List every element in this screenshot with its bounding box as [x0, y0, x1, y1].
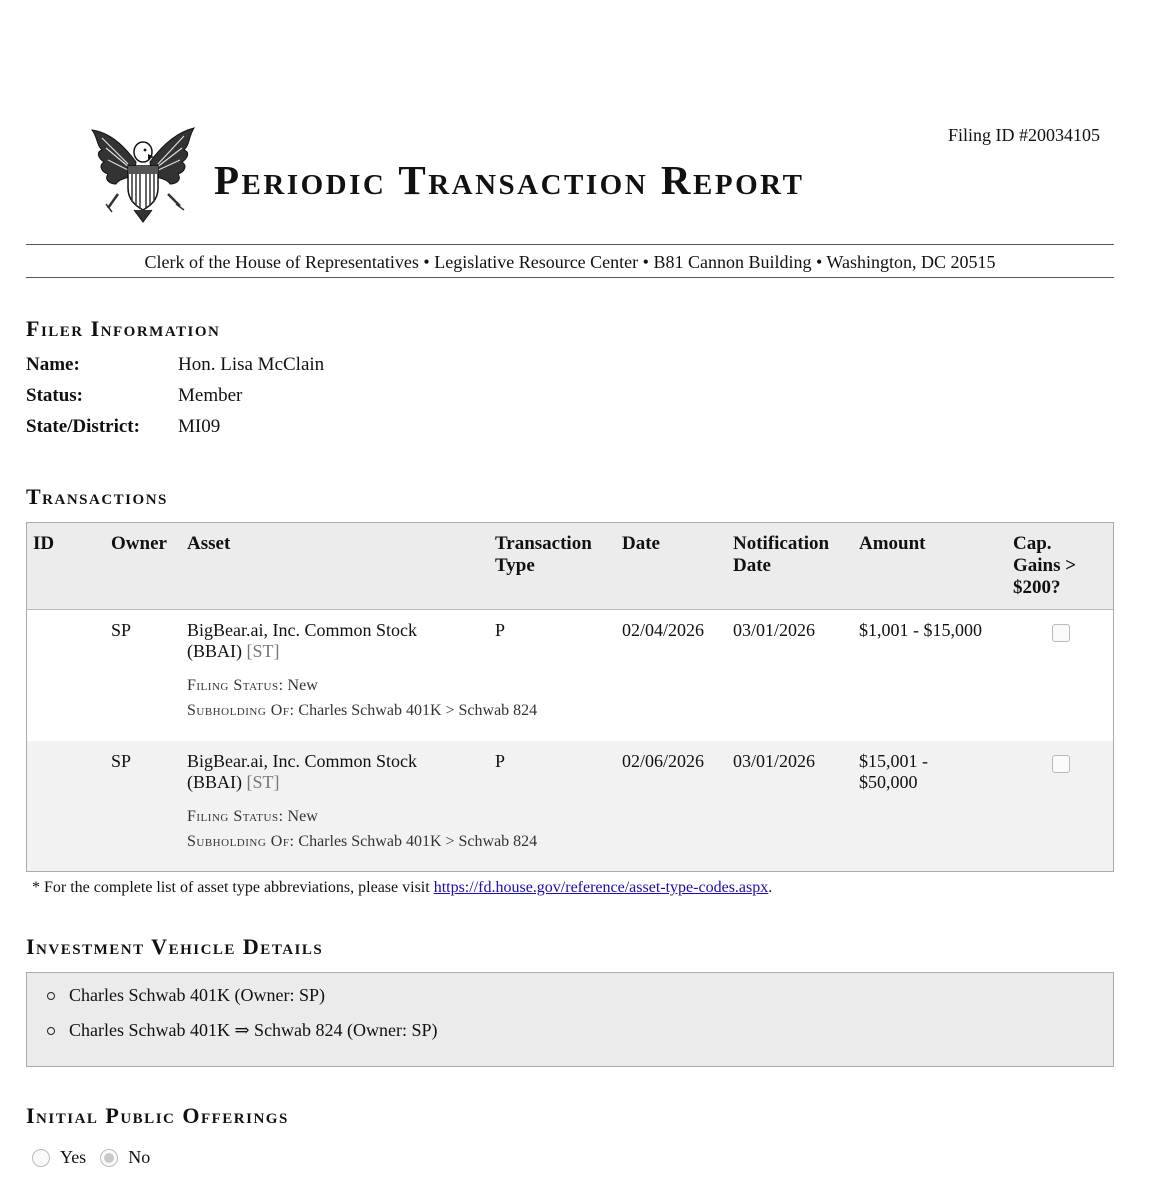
filing-status-value: New — [287, 808, 318, 825]
subholding-value: Charles Schwab 401K > Schwab 824 — [298, 833, 538, 850]
asset-name: BigBear.ai, Inc. Common Stock — [187, 751, 417, 771]
subholding — [187, 831, 538, 852]
filer-row-name — [26, 354, 324, 385]
filing-status — [187, 806, 487, 827]
filing-status — [187, 675, 487, 696]
filing-status-label: Filing Status: — [187, 677, 284, 694]
filing-status-value: New — [287, 677, 318, 694]
investment-vehicle-heading: Investment Vehicle Details — [26, 934, 324, 959]
filing-status-label: Filing Status: — [187, 808, 284, 825]
header-line: Gains > — [1013, 555, 1077, 576]
ipo-heading: Initial Public Offerings — [26, 1103, 289, 1128]
page-title: Periodic Transaction Report — [214, 157, 805, 203]
footnote-text: * For the complete list of asset type abbreviations, please visit — [32, 879, 430, 896]
ipo-radio-group — [32, 1147, 164, 1168]
amount-line: $15,001 - — [859, 751, 928, 771]
cell-date: 02/06/2026 — [622, 751, 705, 771]
list-item — [69, 985, 1113, 1020]
report-header — [26, 0, 1114, 272]
cell-notification-date: 03/01/2026 — [733, 620, 816, 640]
asset-type-footnote — [32, 879, 772, 897]
amount-line: $1,001 - $15,000 — [859, 620, 982, 640]
filer-label: State/District: — [26, 416, 140, 437]
column-header-notification-date — [733, 533, 829, 577]
filer-row-district — [26, 416, 324, 447]
cell-asset — [187, 620, 538, 721]
asset-type-codes-link[interactable]: https://fd.house.gov/reference/asset-type-codes.aspx — [433, 879, 769, 896]
table-row — [27, 741, 1113, 871]
column-header-date: Date — [622, 533, 660, 554]
asset-type-code: [ST] — [246, 772, 280, 792]
cell-transaction-type: P — [495, 751, 506, 771]
ipo-yes-label: Yes — [60, 1147, 87, 1167]
ipo-no-option[interactable] — [100, 1147, 150, 1168]
cell-owner: SP — [111, 751, 132, 771]
header-line: Cap. — [1013, 533, 1052, 554]
cell-amount — [859, 620, 982, 641]
subholding — [187, 700, 538, 721]
circle-bullet-icon — [47, 992, 55, 1000]
transactions-table — [26, 522, 1114, 872]
ipo-no-radio[interactable] — [100, 1149, 118, 1167]
column-header-amount: Amount — [859, 533, 926, 554]
asset-ticker: (BBAI) — [187, 641, 242, 661]
column-header-transaction-type — [495, 533, 592, 577]
asset-type-code: [ST] — [246, 641, 280, 661]
subholding-label: Subholding Of: — [187, 833, 295, 850]
vehicle-label: Charles Schwab 401K ⇒ Schwab 824 (Owner: SP) — [69, 1020, 438, 1040]
cell-date: 02/04/2026 — [622, 620, 705, 640]
column-header-id: ID — [33, 533, 55, 554]
report-page — [26, 0, 1114, 1167]
subholding-label: Subholding Of: — [187, 702, 295, 719]
filer-information-heading: Filer Information — [26, 316, 221, 341]
vehicle-label: Charles Schwab 401K (Owner: SP) — [69, 985, 325, 1005]
investment-vehicle-list — [26, 972, 1114, 1067]
filer-label: Status: — [26, 385, 84, 406]
header-line: Notification — [733, 533, 830, 554]
filer-value: Member — [178, 385, 243, 406]
header-line: Type — [495, 555, 535, 576]
clerk-address-bar: Clerk of the House of Representatives • Legislative Resource Center • B81 Cannon Building • Washington, DC 20515 — [26, 244, 1114, 278]
column-header-owner: Owner — [111, 533, 167, 554]
asset-name: BigBear.ai, Inc. Common Stock — [187, 620, 417, 640]
cell-notification-date: 03/01/2026 — [733, 751, 816, 771]
header-line: Date — [733, 555, 771, 576]
filer-row-status — [26, 385, 324, 416]
asset-ticker: (BBAI) — [187, 772, 242, 792]
cap-gains-checkbox[interactable] — [1052, 755, 1070, 773]
filer-label: Name: — [26, 354, 80, 375]
cell-owner: SP — [111, 620, 132, 640]
filer-value: MI09 — [178, 416, 221, 437]
ipo-yes-option[interactable] — [32, 1147, 86, 1168]
cell-asset — [187, 751, 538, 852]
footnote-end: . — [768, 879, 773, 896]
column-header-asset: Asset — [187, 533, 231, 554]
ipo-no-label: No — [128, 1147, 151, 1167]
asset-ticker-line — [187, 772, 487, 793]
column-header-cap-gains — [1013, 533, 1076, 599]
circle-bullet-icon — [47, 1027, 55, 1035]
cell-transaction-type: P — [495, 620, 506, 640]
asset-ticker-line — [187, 641, 487, 662]
table-header — [27, 523, 1113, 610]
header-line: $200? — [1013, 577, 1061, 598]
filer-information — [26, 354, 324, 447]
eagle-seal-icon — [88, 124, 198, 224]
transactions-heading: Transactions — [26, 484, 168, 509]
cell-amount — [859, 751, 928, 793]
ipo-yes-radio[interactable] — [32, 1149, 50, 1167]
amount-line: $50,000 — [859, 772, 918, 792]
cap-gains-checkbox[interactable] — [1052, 624, 1070, 642]
list-item — [69, 1020, 1113, 1055]
table-row — [27, 610, 1113, 740]
filing-id: Filing ID #20034105 — [947, 125, 1100, 145]
header-line: Transaction — [495, 533, 592, 554]
subholding-value: Charles Schwab 401K > Schwab 824 — [298, 702, 538, 719]
filer-value: Hon. Lisa McClain — [178, 354, 325, 375]
